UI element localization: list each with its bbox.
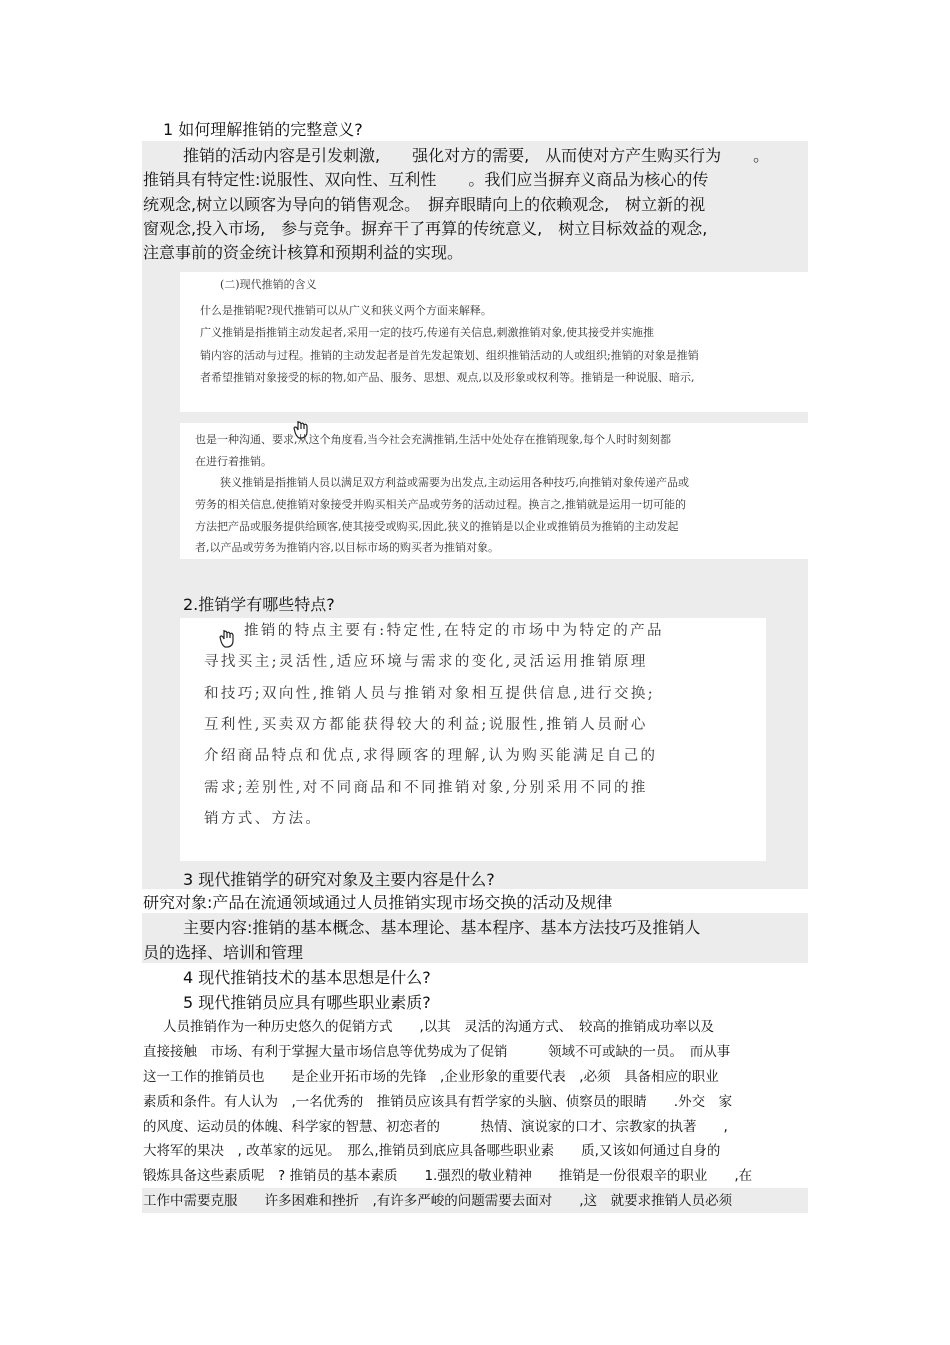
scan3-line: 互利性,买卖双方都能获得较大的利益;说服性,推销人员耐心 bbox=[204, 717, 648, 733]
q1-para-line: 推销具有特定性:说服性、双向性、互利性 。我们应当摒弃义商品为核心的传 bbox=[143, 170, 709, 189]
q1-para-line: 推销的活动内容是引发刺激, 强化对方的需要, 从而使对方产生购买行为 。 bbox=[183, 146, 770, 165]
hand-cursor-icon bbox=[218, 628, 236, 648]
scan2-line: 劳务的相关信息,使推销对象接受并购买相关产品或劳务的活动过程。换言之,推销就是运用一切可能的 bbox=[195, 498, 686, 511]
scanned-image-1 bbox=[180, 272, 842, 412]
q3-main-content: 员的选择、培训和管理 bbox=[143, 943, 304, 962]
question-3-title: 3 现代推销学的研究对象及主要内容是什么? bbox=[183, 870, 495, 889]
scan2-line: 方法把产品或服务提供给顾客,使其接受或购买,因此,狭义的推销是以企业或推销员为推销的主动发起 bbox=[195, 520, 679, 533]
question-1-title: 1 如何理解推销的完整意义? bbox=[163, 120, 363, 139]
q3-main-content: 主要内容:推销的基本概念、基本理论、基本程序、基本方法技巧及推销人 bbox=[183, 918, 701, 937]
q5-para-line: 大将军的果决 , 改革家的远见。 那么,推销员到底应具备哪些职业素 质,又该如何通过自身的 bbox=[143, 1143, 721, 1159]
q1-para-line: 统观念,树立以顾客为导向的销售观念。 摒弃眼睛向上的依赖观念, 树立新的视 bbox=[143, 195, 706, 214]
q5-para-line: 工作中需要克服 许多困难和挫折 ,有许多严峻的问题需要去面对 ,这 就要求推销人员必须 bbox=[143, 1193, 733, 1209]
scan1-line: 者希望推销对象接受的标的物,如产品、服务、思想、观点,以及形象或权利等。推销是一种说服、暗示, bbox=[200, 371, 695, 384]
q5-para-line: 的风度、运动员的体魄、科学家的智慧、初恋者的 热情、演说家的口才、宗教家的执著 , bbox=[143, 1119, 728, 1135]
q3-research-object: 研究对象:产品在流通领域通过人员推销实现市场交换的活动及规律 bbox=[143, 893, 613, 912]
scanned-image-2 bbox=[180, 423, 842, 559]
scan3-line: 销方式、方法。 bbox=[204, 811, 323, 827]
scan2-line: 者,以产品或劳务为推销内容,以目标市场的购买者为推销对象。 bbox=[195, 541, 499, 554]
q5-para-line: 素质和条件。有人认为 ,一名优秀的 推销员应该具有哲学家的头脑、侦察员的眼睛 .外交 家 bbox=[143, 1094, 733, 1110]
scan3-line: 和技巧;双向性,推销人员与推销对象相互提供信息,进行交换; bbox=[204, 686, 656, 702]
scan3-line: 寻找买主;灵活性,适应环境与需求的变化,灵活运用推销原理 bbox=[204, 654, 648, 670]
scan1-heading: (二)现代推销的含义 bbox=[220, 278, 317, 291]
scan2-line: 在进行着推销。 bbox=[195, 455, 272, 468]
scan3-line: 需求;差别性,对不同商品和不同推销对象,分别采用不同的推 bbox=[204, 780, 648, 796]
question-5-title: 5 现代推销员应具有哪些职业素质? bbox=[183, 993, 431, 1012]
question-2-title: 2.推销学有哪些特点? bbox=[183, 595, 335, 614]
q5-para-line: 锻炼具备这些素质呢 ? 推销员的基本素质 1.强烈的敬业精神 推销是一份很艰辛的职业 ,在 bbox=[143, 1168, 753, 1184]
q5-para-line: 直接接触 市场、有利于掌握大量市场信息等优势成为了促销 领域不可或缺的一员。 而从事 bbox=[143, 1044, 731, 1060]
scan3-line: 介绍商品特点和优点,求得顾客的理解,认为购买能满足自己的 bbox=[204, 748, 658, 764]
scan2-line: 狭义推销是指推销人员以满足双方利益或需要为出发点,主动运用各种技巧,向推销对象传递产品或 bbox=[220, 476, 689, 489]
question-4-title: 4 现代推销技术的基本思想是什么? bbox=[183, 968, 431, 987]
q1-para-line: 注意事前的资金统计核算和预期利益的实现。 bbox=[143, 243, 464, 262]
scanned-image-3 bbox=[180, 618, 766, 861]
scan2-line: 也是一种沟通、要求,从这个角度看,当今社会充满推销,生活中处处存在推销现象,每个人时时刻刻都 bbox=[195, 433, 671, 446]
scan1-line: 销内容的活动与过程。推销的主动发起者是首先发起策划、组织推销活动的人或组织;推销的对象是推销 bbox=[200, 349, 699, 362]
scan3-line: 推销的特点主要有:特定性,在特定的市场中为特定的产品 bbox=[244, 623, 664, 639]
q5-para-line: 这一工作的推销员也 是企业开拓市场的先锋 ,企业形象的重要代表 ,必须 具备相应的职业 bbox=[143, 1069, 719, 1085]
scan1-line: 什么是推销呢?现代推销可以从广义和狭义两个方面来解释。 bbox=[200, 304, 492, 317]
q1-para-line: 窗观念,投入市场, 参与竞争。摒弃干了再算的传统意义, 树立目标效益的观念, bbox=[143, 219, 708, 238]
scan1-line: 广义推销是指推销主动发起者,采用一定的技巧,传递有关信息,刺激推销对象,使其接受并实施推 bbox=[200, 326, 654, 339]
q5-para-line: 人员推销作为一种历史悠久的促销方式 ,以其 灵活的沟通方式、 较高的推销成功率以及 bbox=[163, 1019, 715, 1035]
